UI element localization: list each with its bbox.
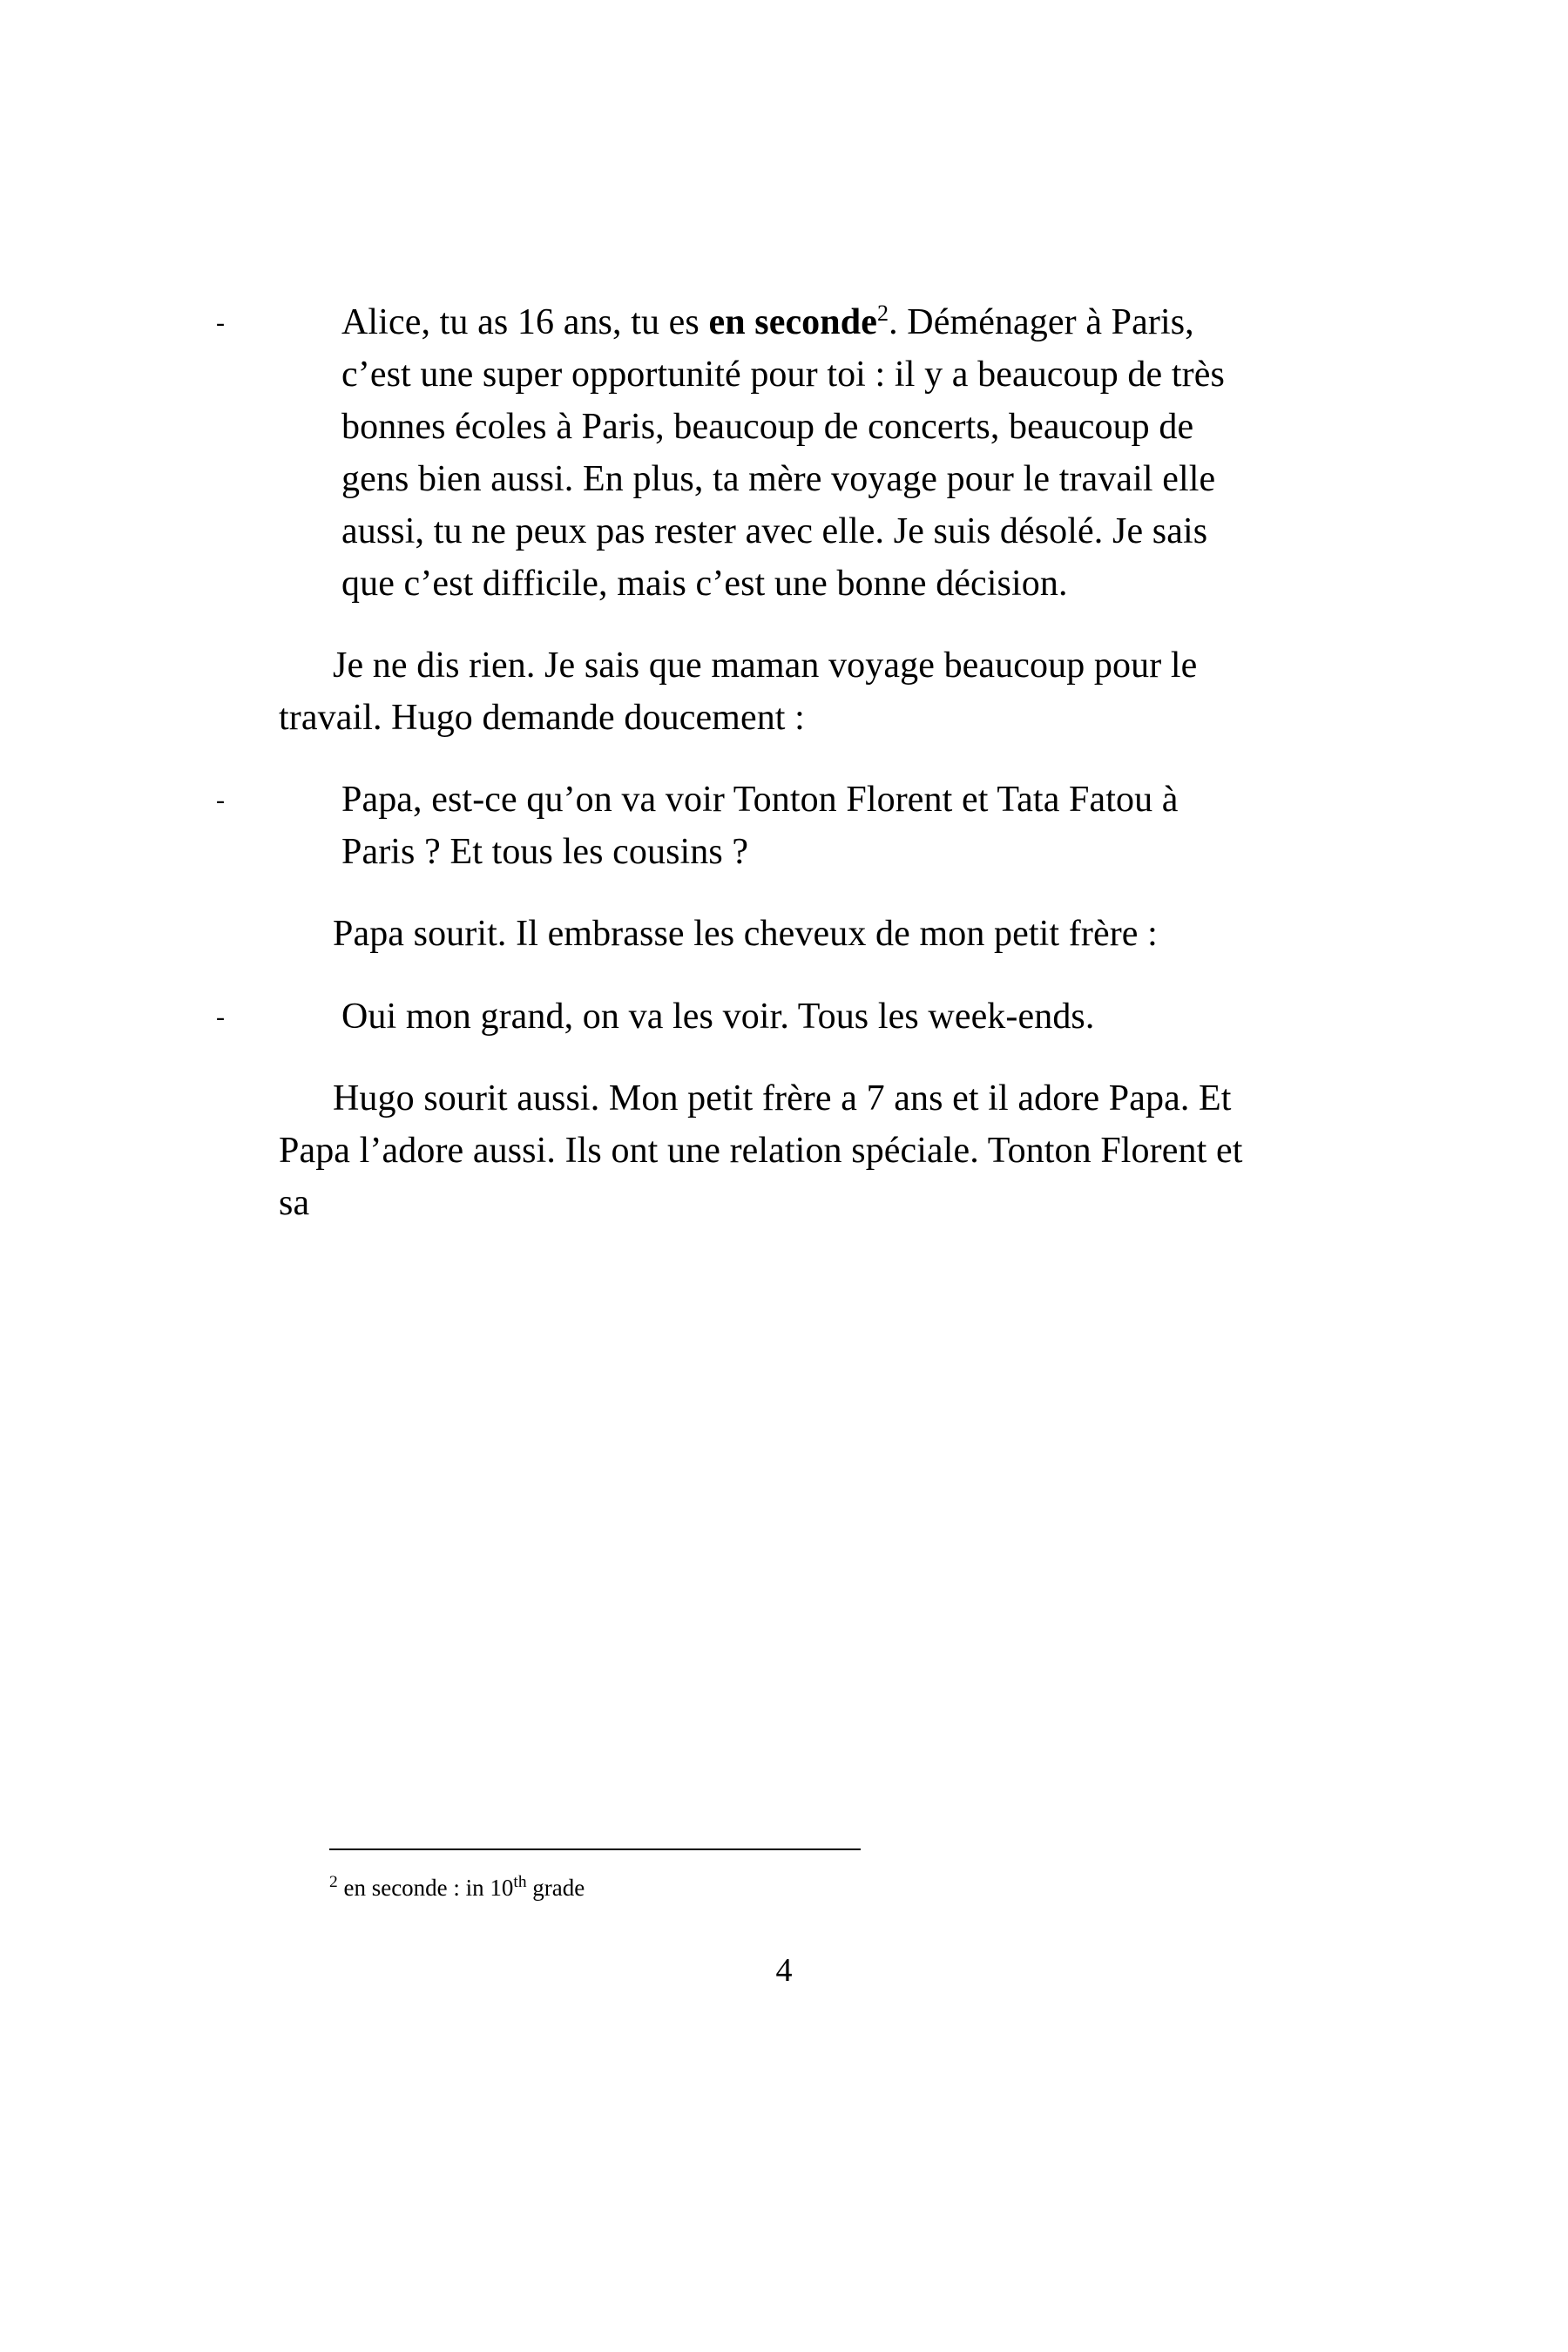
footnote-text	[329, 1873, 1113, 1903]
paragraph-dialogue-2	[216, 774, 1254, 878]
paragraph-body-3: Hugo sourit aussi. Mon petit frère a 7 ans et il adore Papa. Et Papa l’adore aussi. Ils ont une relation spéciale. Tonton Florent et sa	[279, 1078, 1243, 1223]
paragraph-dialogue-3	[216, 990, 1254, 1043]
text-column	[216, 296, 1254, 1259]
dialogue-dash: -	[216, 308, 226, 337]
paragraph-segment-bold: en seconde	[708, 302, 877, 342]
paragraph-dialogue-text: Oui mon grand, on va les voir. Tous les week-ends.	[341, 996, 1095, 1037]
paragraph-segment-tail: . Déménager à Paris, c’est une super opportunité pour toi : il y a beaucoup de très bonnes écoles à Paris, beaucoup de concerts, beaucoup de gens bien aussi. En plus, ta mère voyage pour le travail elle aussi, tu ne peux pas rester avec elle. Je suis désolé. Je sais que c’est difficile, mais c’est une bonne décision.	[341, 302, 1225, 605]
footnote-separator	[329, 1848, 861, 1850]
paragraph-dialogue-1	[216, 296, 1254, 610]
footnote-term: en seconde : in 10	[337, 1875, 514, 1901]
footnote-marker: 2	[329, 1873, 338, 1891]
footnote-ordinal: th	[513, 1873, 527, 1891]
dialogue-dash: -	[216, 1002, 226, 1031]
paragraph-segment-text: Alice, tu as 16 ans, tu es	[341, 302, 709, 342]
paragraph-body-1: Je ne dis rien. Je sais que maman voyage beaucoup pour le travail. Hugo demande doucement :	[279, 645, 1198, 739]
footnote-tail: grade	[526, 1875, 585, 1901]
footnote-reference-2[interactable]: 2	[876, 301, 889, 326]
paragraph-body-2: Papa sourit. Il embrasse les cheveux de mon petit frère :	[333, 914, 1158, 955]
dialogue-dash: -	[216, 786, 226, 815]
page-number: 4	[775, 1952, 793, 1989]
paragraph-dialogue-text: Papa, est-ce qu’on va voir Tonton Florent et Tata Fatou à Paris ? Et tous les cousins ?	[341, 780, 1179, 873]
